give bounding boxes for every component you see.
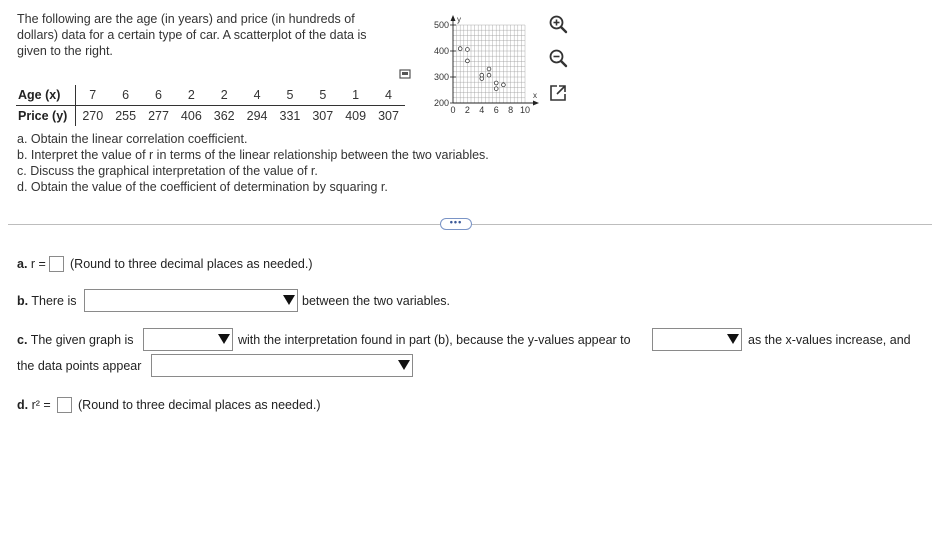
chevron-down-icon	[398, 360, 410, 370]
price-cell: 255	[115, 109, 137, 123]
table-row-age	[16, 85, 405, 106]
age-cell: 1	[339, 85, 372, 106]
y-tick-label: 500	[433, 20, 449, 30]
y-axis-arrow	[451, 15, 456, 21]
x-axis-arrow	[533, 101, 539, 106]
question-a: a. Obtain the linear correlation coefficient.	[17, 132, 248, 146]
answer-b-row	[17, 293, 77, 309]
age-cell: 5	[274, 85, 307, 106]
answer-b-letter: b.	[17, 294, 29, 308]
price-cell: 307	[378, 109, 399, 123]
answer-a-letter: a.	[17, 257, 28, 271]
price-cell: 307	[312, 109, 334, 123]
age-cell: 7	[76, 85, 109, 106]
answer-c-after: as the x-values increase, and	[748, 333, 911, 347]
answer-d-hint: (Round to three decimal places as needed.)	[78, 398, 321, 412]
x-tick-label: 10	[519, 105, 531, 115]
age-cell: 4	[241, 85, 274, 106]
answer-b-after: between the two variables.	[302, 294, 451, 308]
graph-consistency-dropdown[interactable]	[143, 328, 233, 351]
answer-c-letter: c.	[17, 333, 28, 347]
price-cell: 409	[345, 109, 367, 123]
question-c: c. Discuss the graphical interpretation of the value of r.	[17, 164, 318, 178]
chevron-down-icon	[218, 334, 230, 344]
price-cell: 406	[180, 109, 202, 123]
answer-c-middle: with the interpretation found in part (b), because the y-values appear to	[238, 333, 631, 347]
y-tick-label: 300	[433, 72, 449, 82]
age-cell: 2	[175, 85, 208, 106]
grid	[453, 25, 525, 103]
x-tick-label: 8	[508, 105, 514, 115]
age-cell: 5	[306, 85, 339, 106]
question-d: d. Obtain the value of the coefficient of determination by squaring r.	[17, 180, 388, 194]
zoom-in-icon[interactable]	[548, 14, 568, 34]
age-cell: 2	[208, 85, 241, 106]
x-tick-label: 6	[493, 105, 499, 115]
age-cell: 6	[109, 85, 142, 106]
data-point	[487, 67, 491, 71]
data-point	[487, 73, 491, 77]
data-point	[494, 81, 498, 85]
answer-c-row	[17, 332, 134, 348]
data-spread-dropdown[interactable]	[151, 354, 413, 377]
table-row-price	[16, 106, 405, 127]
data-table	[16, 85, 405, 126]
price-cell: 362	[213, 109, 235, 123]
answer-c-line2: the data points appear	[17, 359, 142, 373]
answer-c-label: The given graph is	[30, 333, 134, 347]
x-tick-label: 2	[464, 105, 470, 115]
y-trend-dropdown[interactable]	[652, 328, 742, 351]
price-header: Price (y)	[16, 106, 76, 127]
data-point	[494, 87, 498, 91]
data-point	[502, 83, 506, 87]
zoom-out-icon[interactable]	[548, 48, 568, 68]
y-tick-label: 200	[433, 98, 449, 108]
age-header: Age (x)	[16, 85, 76, 106]
r-squared-input[interactable]	[57, 397, 72, 413]
x-tick-label: 0	[450, 105, 456, 115]
data-point	[458, 47, 462, 51]
price-cell: 294	[246, 109, 268, 123]
question-list	[17, 131, 489, 195]
y-axis-label: y	[457, 15, 461, 24]
copy-icon[interactable]	[399, 69, 411, 81]
price-cell: 270	[82, 109, 104, 123]
answer-a-row	[17, 256, 46, 272]
data-point	[466, 48, 470, 52]
price-cell: 277	[148, 109, 169, 123]
r-input[interactable]	[49, 256, 64, 272]
x-axis-label: x	[533, 91, 537, 100]
age-cell: 6	[142, 85, 175, 106]
data-point	[466, 59, 470, 63]
relationship-dropdown[interactable]	[84, 289, 298, 312]
answer-d-label: r² =	[31, 398, 51, 412]
y-tick-label: 400	[433, 46, 449, 56]
answer-d-row	[17, 397, 51, 413]
age-cell: 4	[372, 85, 405, 106]
answer-a-label: r =	[30, 257, 46, 271]
scatterplot	[425, 13, 545, 123]
question-b: b. Interpret the value of r in terms of the linear relationship between the two variables.	[17, 148, 489, 162]
answer-a-hint: (Round to three decimal places as needed.)	[70, 257, 313, 271]
expand-icon[interactable]	[548, 83, 568, 103]
chevron-down-icon	[727, 334, 739, 344]
x-tick-label: 4	[479, 105, 485, 115]
answer-b-label: There is	[31, 294, 77, 308]
answer-d-letter: d.	[17, 398, 29, 412]
more-button[interactable]: •••	[440, 218, 472, 230]
data-point	[480, 73, 484, 77]
chevron-down-icon	[283, 295, 295, 305]
price-cell: 331	[279, 109, 301, 123]
problem-intro: The following are the age (in years) and price (in hundreds of dollars) data for a certain type of car. A scatterplot of the data is given to the right.	[17, 12, 367, 58]
